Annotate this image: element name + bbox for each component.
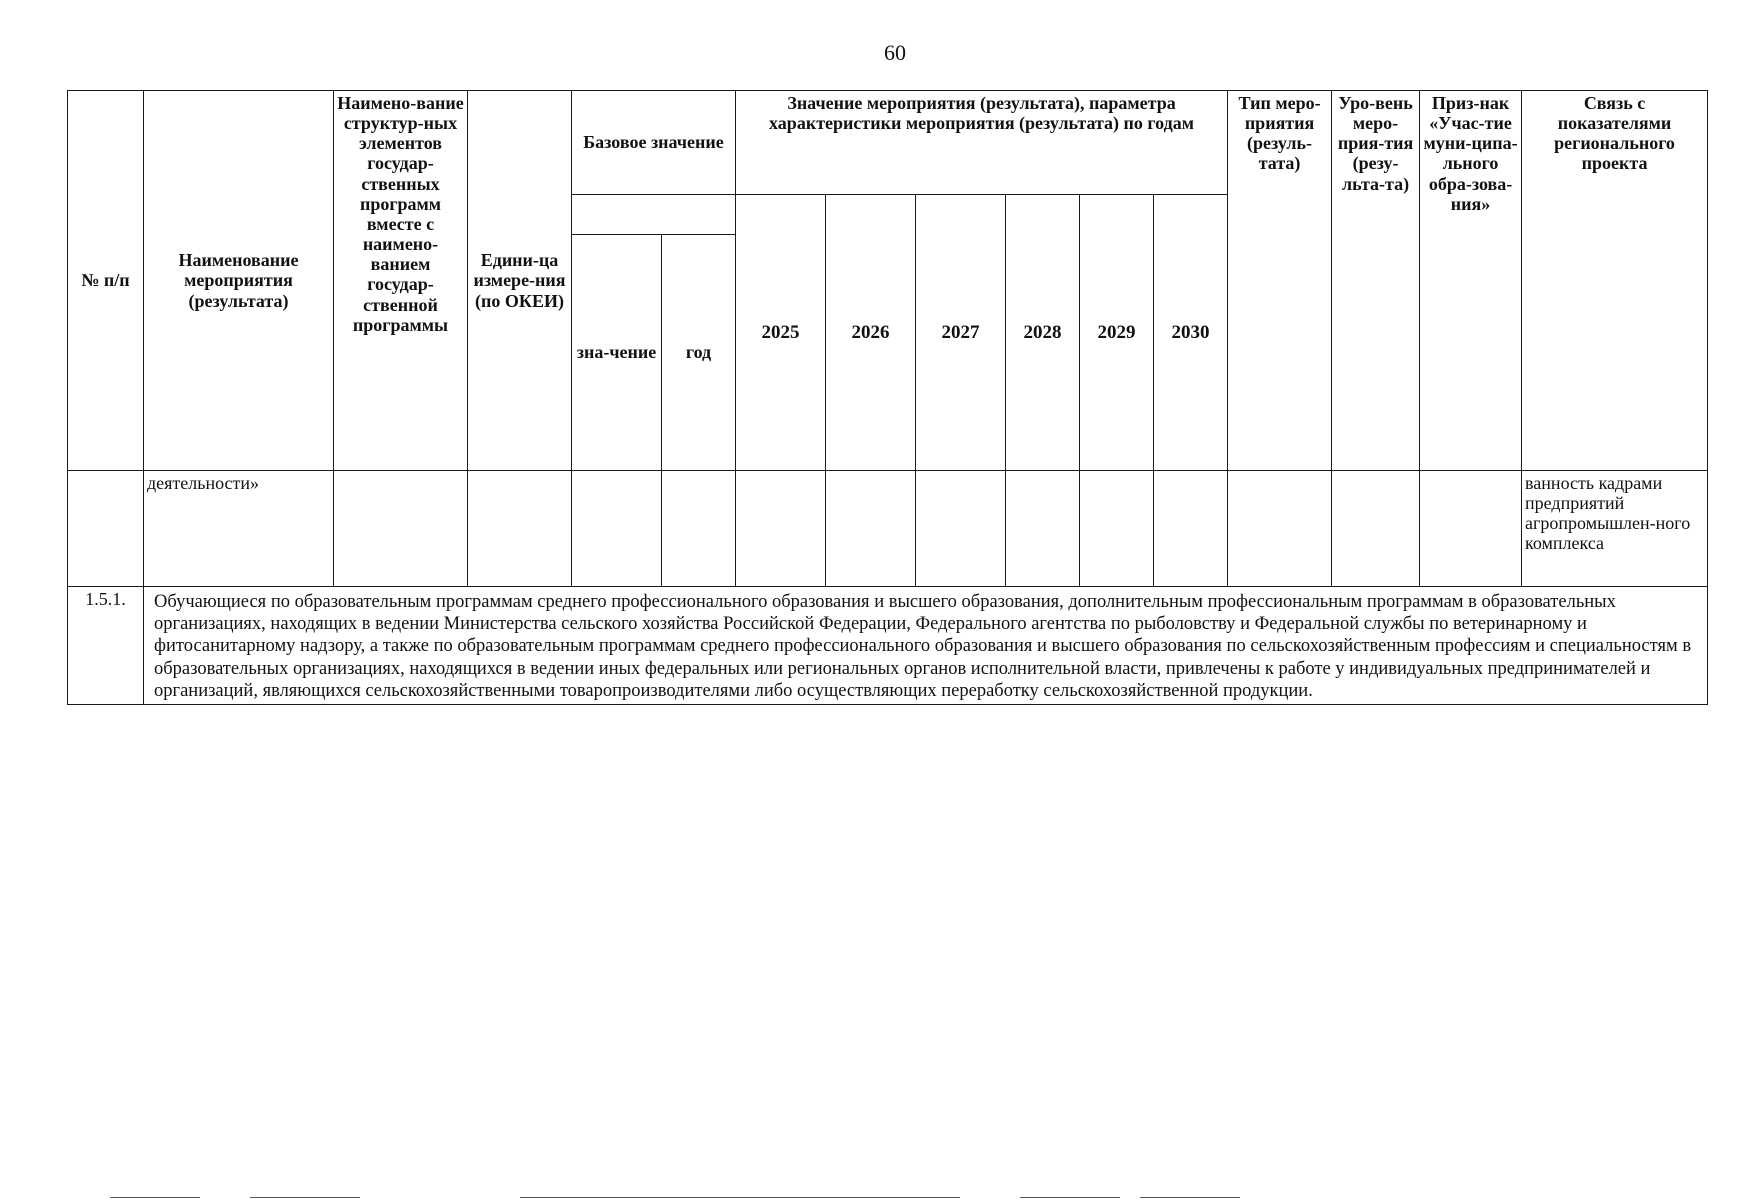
header-year-2030: 2030 xyxy=(1154,195,1228,471)
table-row xyxy=(68,471,1708,587)
header-year-2028: 2028 xyxy=(1006,195,1080,471)
results-table xyxy=(67,90,1708,705)
header-num: № п/п xyxy=(68,91,144,471)
header-type: Тип меро-приятия (резуль-тата) xyxy=(1228,91,1332,471)
cell-row-description: Обучающиеся по образовательным программам среднего профессионального образования и высшего образования, дополнительным профессиональным программам в образовательных организациях, находящих в ведении Министерства сельского хозяйства Российской Федерации, Федерального агентства по рыболовству и Федеральной службы по ветеринарному и фитосанитарному надзору, а также по образовательным программам среднего профессионального образования и высшего образования по сельскохозяйственным профессиям и специальностям в образовательных организациях, находящихся в ведении иных федеральных или региональных органов исполнительной власти, привлечены к работе у индивидуальных предпринимателей и организаций, являющихся сельскохозяйственными товаропроизводителями либо осуществляющих переработку сельскохозяйственной продукции. xyxy=(144,587,1708,705)
cell-name: деятельности» xyxy=(144,471,334,587)
cell-empty xyxy=(1154,471,1228,587)
header-base-value-year: год xyxy=(662,235,736,471)
table-row xyxy=(68,587,1708,705)
header-municipal: Приз-нак «Учас-тие муни-ципа-льного обра-зова-ния» xyxy=(1420,91,1522,471)
header-base-value-value: зна-чение xyxy=(572,235,662,471)
header-year-2026: 2026 xyxy=(826,195,916,471)
cell-empty xyxy=(1332,471,1420,587)
header-year-2027: 2027 xyxy=(916,195,1006,471)
cell-empty xyxy=(916,471,1006,587)
cell-empty xyxy=(736,471,826,587)
header-name: Наименование мероприятия (результата) xyxy=(144,91,334,471)
cell-empty xyxy=(826,471,916,587)
header-level: Уро-вень меро-прия-тия (резу-льта-та) xyxy=(1332,91,1420,471)
cell-link: ванность кадрами предприятий агропромышлен-ного комплекса xyxy=(1522,471,1708,587)
cell-empty xyxy=(1006,471,1080,587)
header-values-by-year: Значение мероприятия (результата), параметра характеристики мероприятия (результата) по годам xyxy=(736,91,1228,195)
page-number: 60 xyxy=(884,40,906,65)
cell-empty xyxy=(468,471,572,587)
cell-empty xyxy=(334,471,468,587)
header-unit: Едини-ца измере-ния (по ОКЕИ) xyxy=(468,91,572,471)
cell-num-empty xyxy=(68,471,144,587)
header-base-spacer xyxy=(572,195,736,235)
cell-row-number: 1.5.1. xyxy=(68,587,144,705)
cell-empty xyxy=(662,471,736,587)
header-link: Связь с показателями регионального проекта xyxy=(1522,91,1708,471)
cell-empty xyxy=(1420,471,1522,587)
header-year-2025: 2025 xyxy=(736,195,826,471)
cell-empty xyxy=(572,471,662,587)
cell-empty xyxy=(1080,471,1154,587)
header-year-2029: 2029 xyxy=(1080,195,1154,471)
cell-empty xyxy=(1228,471,1332,587)
header-structural-elements: Наимено-вание структур-ных элементов государ-ственных программ вместе с наимено-ванием государ-ственной программы xyxy=(334,91,468,471)
header-base-value: Базовое значение xyxy=(572,91,736,195)
